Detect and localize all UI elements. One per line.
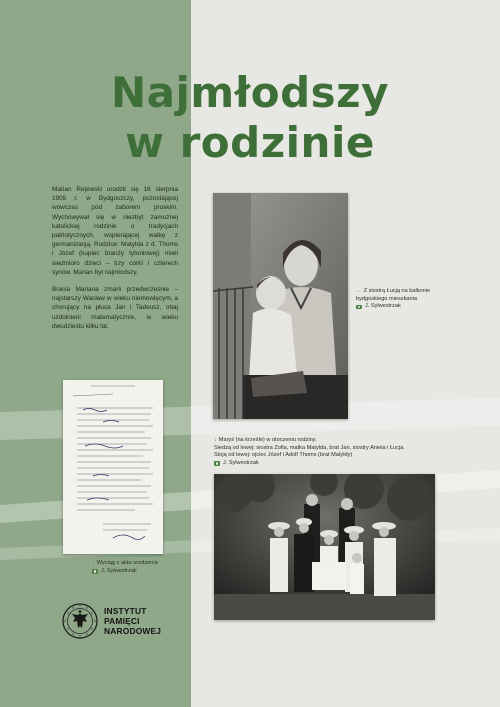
caption-photo-with-sister [356,288,476,311]
body-paragraph-1: Marian Rejewski urodził się 16 sierpnia 1905 r. w Bydgoszczy, pozostającej wówczas pod zaborem pruskim. Wychowywał się w niezbyt zamożnej katolickiej rodzinie o tradycjach patriotycznych, wspierającej walkę z germanizacją. Rodzice: Matylda z d. Thoms i Józef (kupiec branży tytoniowej) mieli siedmioro dzieci – trzy córki i czterech synów. Marian był najmłodszy. [52,186,178,276]
arrow-down-icon: ↓ [214,437,217,443]
ipn-line-2: PAMIĘCI [104,616,140,626]
caption-1-line-1: Z siostrą Łucją na balkonie [363,288,431,294]
caption-2-line-1: Maryś (na krześle) w otoczeniu rodziny. [218,437,317,443]
caption-2-line-2: Siedzą od lewej: siostra Zofia, matka Matylda, brat Jan, siostry Aniela i Łucja. [214,444,405,451]
caption-1-line-2: bydgoskiego mieszkania [356,295,417,302]
camera-icon [92,569,98,574]
arrow-up-icon: ↑ [92,560,95,566]
birth-certificate-scan [63,380,163,554]
title-line-2: w rodzinie [125,118,375,167]
body-paragraph-2: Bracia Mariana zmarli przedwcześnie – najstarszy Wacław w wieku niemowlęcym, a chorujący na płuca Jan i Tadeusz, obaj uzdolnieni matematycznie, w wieku dwudziestu kilku lat. [52,286,178,330]
caption-document-line-1: Wyciąg z aktu urodzenia [96,560,158,566]
caption-document-credit: J. Sylwestrzak [101,567,137,574]
body-text [52,185,178,339]
camera-icon [356,305,362,310]
camera-icon [214,461,220,466]
eagle-seal-icon [62,603,98,639]
ipn-line-1: INSTYTUT [104,606,147,616]
caption-2-line-3: Stoją od lewej: ojciec Józef i Adolf Thoms (brat Matyldy) [214,452,353,459]
family-photo [214,474,435,620]
caption-2-credit: J. Sylwestrzak [223,459,259,466]
arrow-left-icon: ← [356,288,362,294]
page-title [0,68,500,168]
ipn-name [104,606,161,636]
photo-with-sister-image [213,193,348,419]
family-photo-image [214,474,435,620]
birth-certificate-image [63,380,163,554]
caption-birth-certificate [92,560,182,575]
caption-1-credit: J. Sylwestrzak [365,303,401,310]
ipn-line-3: NARODOWEJ [104,626,162,636]
title-line-1: Najmłodszy [111,68,389,117]
ipn-logo [62,603,161,639]
photo-with-sister [213,193,348,419]
caption-family-photo [214,437,464,467]
